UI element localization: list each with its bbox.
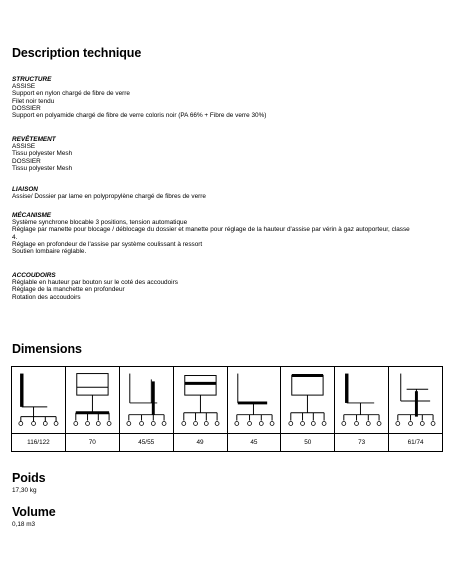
chair-back-height-icon [335,367,388,434]
section-line: Réglage en profondeur de l'assise par système coulissant à ressort [12,240,203,248]
chair-seat-depth-icon [228,367,281,434]
section-line: Soutien lombaire réglable. [12,248,87,256]
section-title: LIAISON [12,186,38,193]
dimension-cell [120,367,174,451]
section-line: Support en polyamide chargé de fibre de verre coloris noir (PA 66% + Fibre de verre 30%) [12,112,267,120]
chair-seat-height-icon [120,367,173,434]
dimension-value: 116/122 [27,439,50,446]
dimension-value: 45/55 [138,439,155,446]
section-accoudoirs [12,272,442,301]
section-line: Réglage de la manchette en profondeur [12,286,125,294]
section-line: Filet noir tendu [12,97,55,105]
section-title: REVÊTEMENT [12,136,56,143]
section-structure [12,76,442,119]
section-line: 4. [12,233,18,241]
chair-seat-width-icon [281,367,334,434]
dimension-cell [174,367,228,451]
chair-back-width-icon [174,367,227,434]
section-line: DOSSIER [12,157,41,165]
chair-width-icon [66,367,119,434]
section-line: ASSISE [12,83,36,91]
chair-armrest-height-icon [389,367,442,434]
dimension-cell [281,367,335,451]
poids-title: Poids [12,471,46,485]
dimension-cell [66,367,120,451]
dimension-value: 49 [196,439,204,446]
chair-total-height-icon [12,367,65,434]
section-line: Tissu polyester Mesh [12,164,73,172]
dimension-cell [12,367,66,451]
dimension-cell [335,367,389,451]
dimensions-title: Dimensions [12,342,82,356]
section-line: Réglage par manette pour blocage / déblocage du dossier et manette pour réglage de la hauteur d'assise par vérin à gaz autoporteur, classe [12,226,410,234]
dimension-value: 45 [250,439,258,446]
section-liaison [12,186,442,200]
section-line: Rotation des accoudoirs [12,293,81,301]
section-title: MÉCANISME [12,212,52,219]
section-line: Réglable en hauteur par bouton sur le coté des accoudoirs [12,279,178,287]
volume-value: 0,18 m3 [12,521,36,528]
dimension-cell [228,367,282,451]
dimension-value: 61/74 [407,439,424,446]
dimension-value: 50 [304,439,312,446]
section-line: Assise/ Dossier par lame en polypropylène chargé de fibres de verre [12,193,206,201]
poids-value: 17,30 kg [12,487,37,494]
section-line: DOSSIER [12,104,41,112]
dimension-value: 73 [358,439,366,446]
dimension-cell [389,367,442,451]
section-line: Support en nylon chargé de fibre de verre [12,90,130,98]
section-revetement [12,136,442,172]
dimension-value: 70 [88,439,96,446]
section-line: Système synchrone blocable 3 positions, tension automatique [12,219,188,227]
section-title: STRUCTURE [12,76,52,83]
volume-title: Volume [12,505,56,519]
section-title: ACCOUDOIRS [12,272,56,279]
section-mecanisme [12,212,442,255]
section-line: Tissu polyester Mesh [12,150,73,158]
description-title: Description technique [12,46,142,60]
section-line: ASSISE [12,143,36,151]
dimensions-table [11,366,443,452]
